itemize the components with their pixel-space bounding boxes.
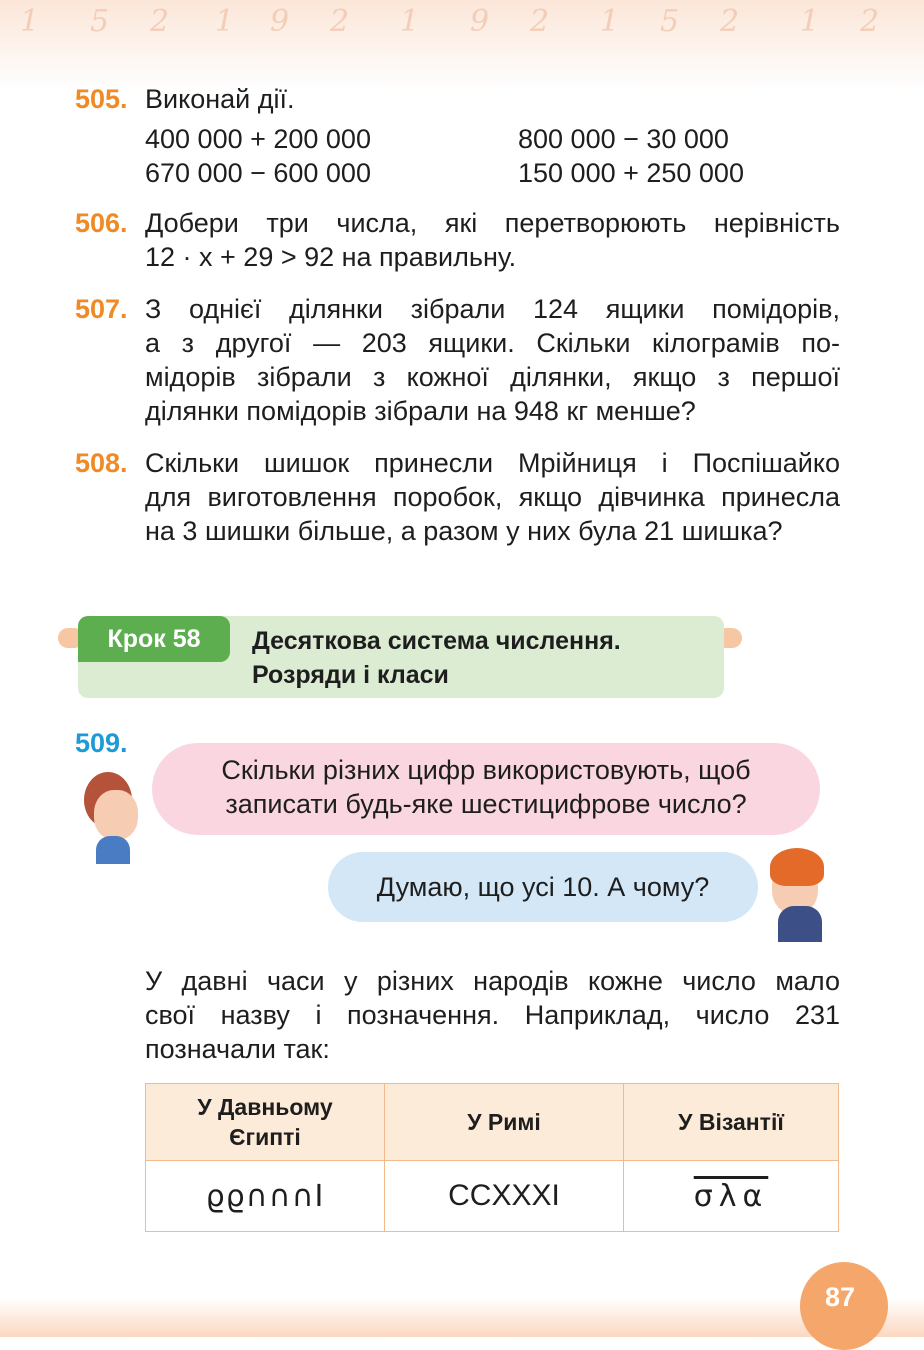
table-header: У Візантії xyxy=(624,1084,839,1161)
intro-paragraph xyxy=(145,964,840,1066)
table-header: У Давньому Єгипті xyxy=(146,1084,385,1161)
table-row xyxy=(146,1161,839,1232)
boy-body-icon xyxy=(778,906,822,942)
girl-speech xyxy=(152,753,820,821)
expression: 800 000 − 30 000 xyxy=(518,124,729,154)
task-text xyxy=(145,82,840,116)
task-line: на 3 шишки більше, а разом у них була 21 шишка? xyxy=(145,516,783,546)
step-title-line: Розряди і класи xyxy=(252,661,449,689)
paragraph-line: У давні часи у різних народів кожне число мало xyxy=(145,966,840,996)
byzantine-numeral: $\overline{\sigma\lambda\alpha}$ xyxy=(693,1178,769,1214)
task-line: 12 · x + 29 > 92 на правильну. xyxy=(145,242,517,272)
task-text xyxy=(145,292,840,428)
boy-avatar-icon xyxy=(770,848,824,886)
task-line: мідорів зібрали з кожної ділянки, якщо з першої xyxy=(145,362,840,392)
expression: 400 000 + 200 000 xyxy=(145,124,371,154)
step-title-line: Десяткова система числення. xyxy=(252,627,621,655)
task-line: Добери три числа, які перетворюють нерівність xyxy=(145,208,840,238)
task-line: Виконай дії. xyxy=(145,84,295,114)
expression: 670 000 − 600 000 xyxy=(145,158,371,188)
task-text xyxy=(145,446,840,548)
page-number: 87 xyxy=(824,1282,856,1312)
task-number: 507. xyxy=(75,294,128,324)
speech-line: Скільки різних цифр використовують, щоб xyxy=(221,755,751,785)
paragraph-line: свої назву і позначення. Наприклад, число 231 xyxy=(145,1000,840,1030)
roman-numeral: CCXXXI xyxy=(385,1161,624,1232)
byzantine-numeral-cell xyxy=(624,1161,839,1232)
task-number: 506. xyxy=(75,208,128,238)
speech-line: записати будь-яке шестицифрове число? xyxy=(225,789,747,819)
paragraph-line: позначали так: xyxy=(145,1034,330,1064)
girl-face-icon xyxy=(94,790,138,840)
table-header-row xyxy=(146,1084,839,1161)
task-line: для виготовлення поробок, якщо дівчинка принесла xyxy=(145,482,840,512)
task-line: а з другої — 203 ящики. Скільки кілограмів по- xyxy=(145,328,840,358)
task-number: 509. xyxy=(75,728,128,758)
task-line: З однієї ділянки зібрали 124 ящики помідорів, xyxy=(145,294,840,324)
task-line: ділянки помідорів зібрали на 948 кг менше? xyxy=(145,396,696,426)
table-header: У Римі xyxy=(385,1084,624,1161)
task-number: 508. xyxy=(75,448,128,478)
task-text xyxy=(145,206,840,274)
girl-body-icon xyxy=(96,836,130,864)
egyptian-numeral: ϱϱ∩∩∩I xyxy=(146,1161,385,1232)
numeral-table xyxy=(145,1083,839,1232)
boy-speech: Думаю, що усі 10. А чому? xyxy=(376,872,710,902)
decorative-footer-band xyxy=(0,1298,924,1337)
step-badge: Крок 58 xyxy=(78,616,230,662)
step-title xyxy=(252,624,621,692)
task-number: 505. xyxy=(75,84,128,114)
decorative-header-band: 1 5 2 1 9 2 1 9 2 1 5 2 1 2 xyxy=(0,0,924,90)
task-line: Скільки шишок принесли Мрійниця і Поспішайко xyxy=(145,448,840,478)
expression: 150 000 + 250 000 xyxy=(518,158,744,188)
